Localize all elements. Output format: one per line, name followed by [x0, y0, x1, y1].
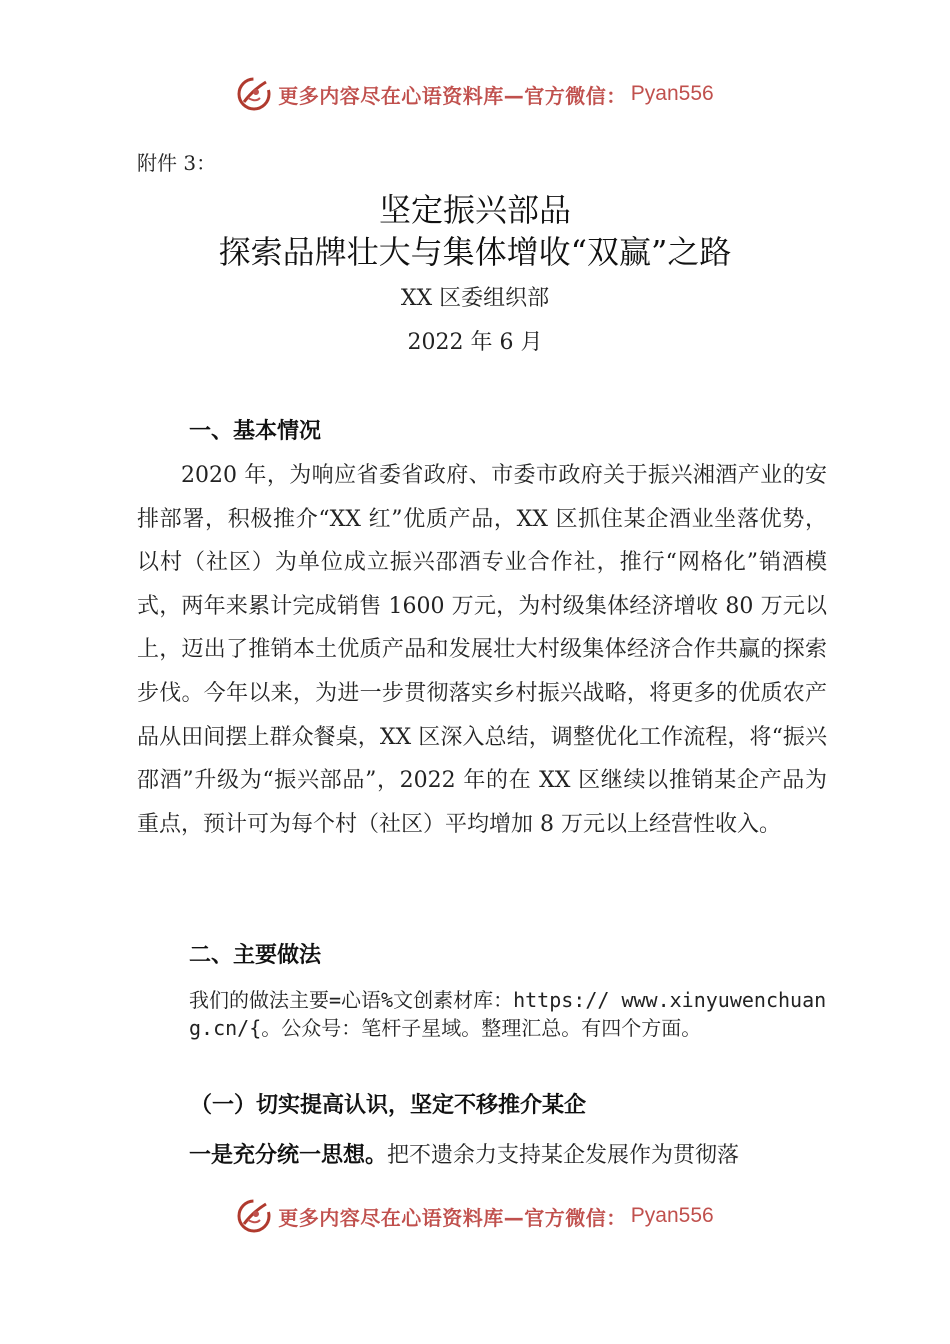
lead-text: 把不遗余力支持某企发展作为贯彻落 — [387, 1143, 740, 1168]
banner-wechat-id: Pyan556 — [630, 1204, 714, 1227]
ink-brush-logo-icon — [236, 1198, 272, 1234]
section-heading-main-practices: 二、主要做法 — [189, 943, 322, 968]
document-title-line-1: 坚定振兴部品 — [378, 191, 571, 229]
document-title-line-2: 探索品牌壮大与集体增收“双赢”之路 — [218, 233, 732, 271]
section-heading-basic-situation: 一、基本情况 — [189, 419, 322, 444]
author-organization: XX 区委组织部 — [400, 286, 550, 311]
banner-wechat-id: Pyan556 — [630, 82, 714, 105]
ink-brush-logo-icon — [236, 76, 272, 112]
paragraph-lead-line — [189, 1136, 849, 1176]
banner-text: 更多内容尽在心语资料库—官方微信： — [278, 83, 627, 108]
section-paragraph-basic-situation: 2020 年，为响应省委省政府、市委市政府关于振兴湘酒产业的安排部署，积极推介“XX 红”优质产品，XX 区抓住某企酒业坐落优势，以村（社区）为单位成立振兴邵酒专业合作社，推行“网格化”销酒模式，两年来累计完成销售 1600 万元，为村级集体经济增收 80 万元以上，迈出了推销本土优质产品和发展壮大村级集体经济合作共赢的探索步伐。今年以来，为进一步贯彻落实乡村振兴战略，将更多的优质农产品从田间摆上群众餐桌，XX 区深入总结，调整优化工作流程，将“振兴邵酒”升级为“振兴部品”，2022 年的在 XX 区继续以推销某企产品为重点，预计可为每个村（社区）平均增加 8 万元以上经营性收入。 — [137, 463, 827, 837]
document-date: 2022 年 6 月 — [407, 330, 543, 355]
banner-text: 更多内容尽在心语资料库—官方微信： — [278, 1205, 627, 1230]
annex-label: 附件 3： — [137, 151, 217, 175]
section-paragraph-practices-intro: 我们的做法主要=心语%文创素材库：https:// www.xinyuwenchuang.cn/{。公众号：笔杆子星域。整理汇总。有四个方面。 — [189, 988, 827, 1040]
subsection-heading-1: （一）切实提高认识，坚定不移推介某企 — [190, 1093, 587, 1118]
header-watermark-banner — [0, 72, 950, 116]
lead-bold-phrase: 一是充分统一思想。 — [189, 1143, 388, 1168]
footer-watermark-banner — [0, 1194, 950, 1238]
